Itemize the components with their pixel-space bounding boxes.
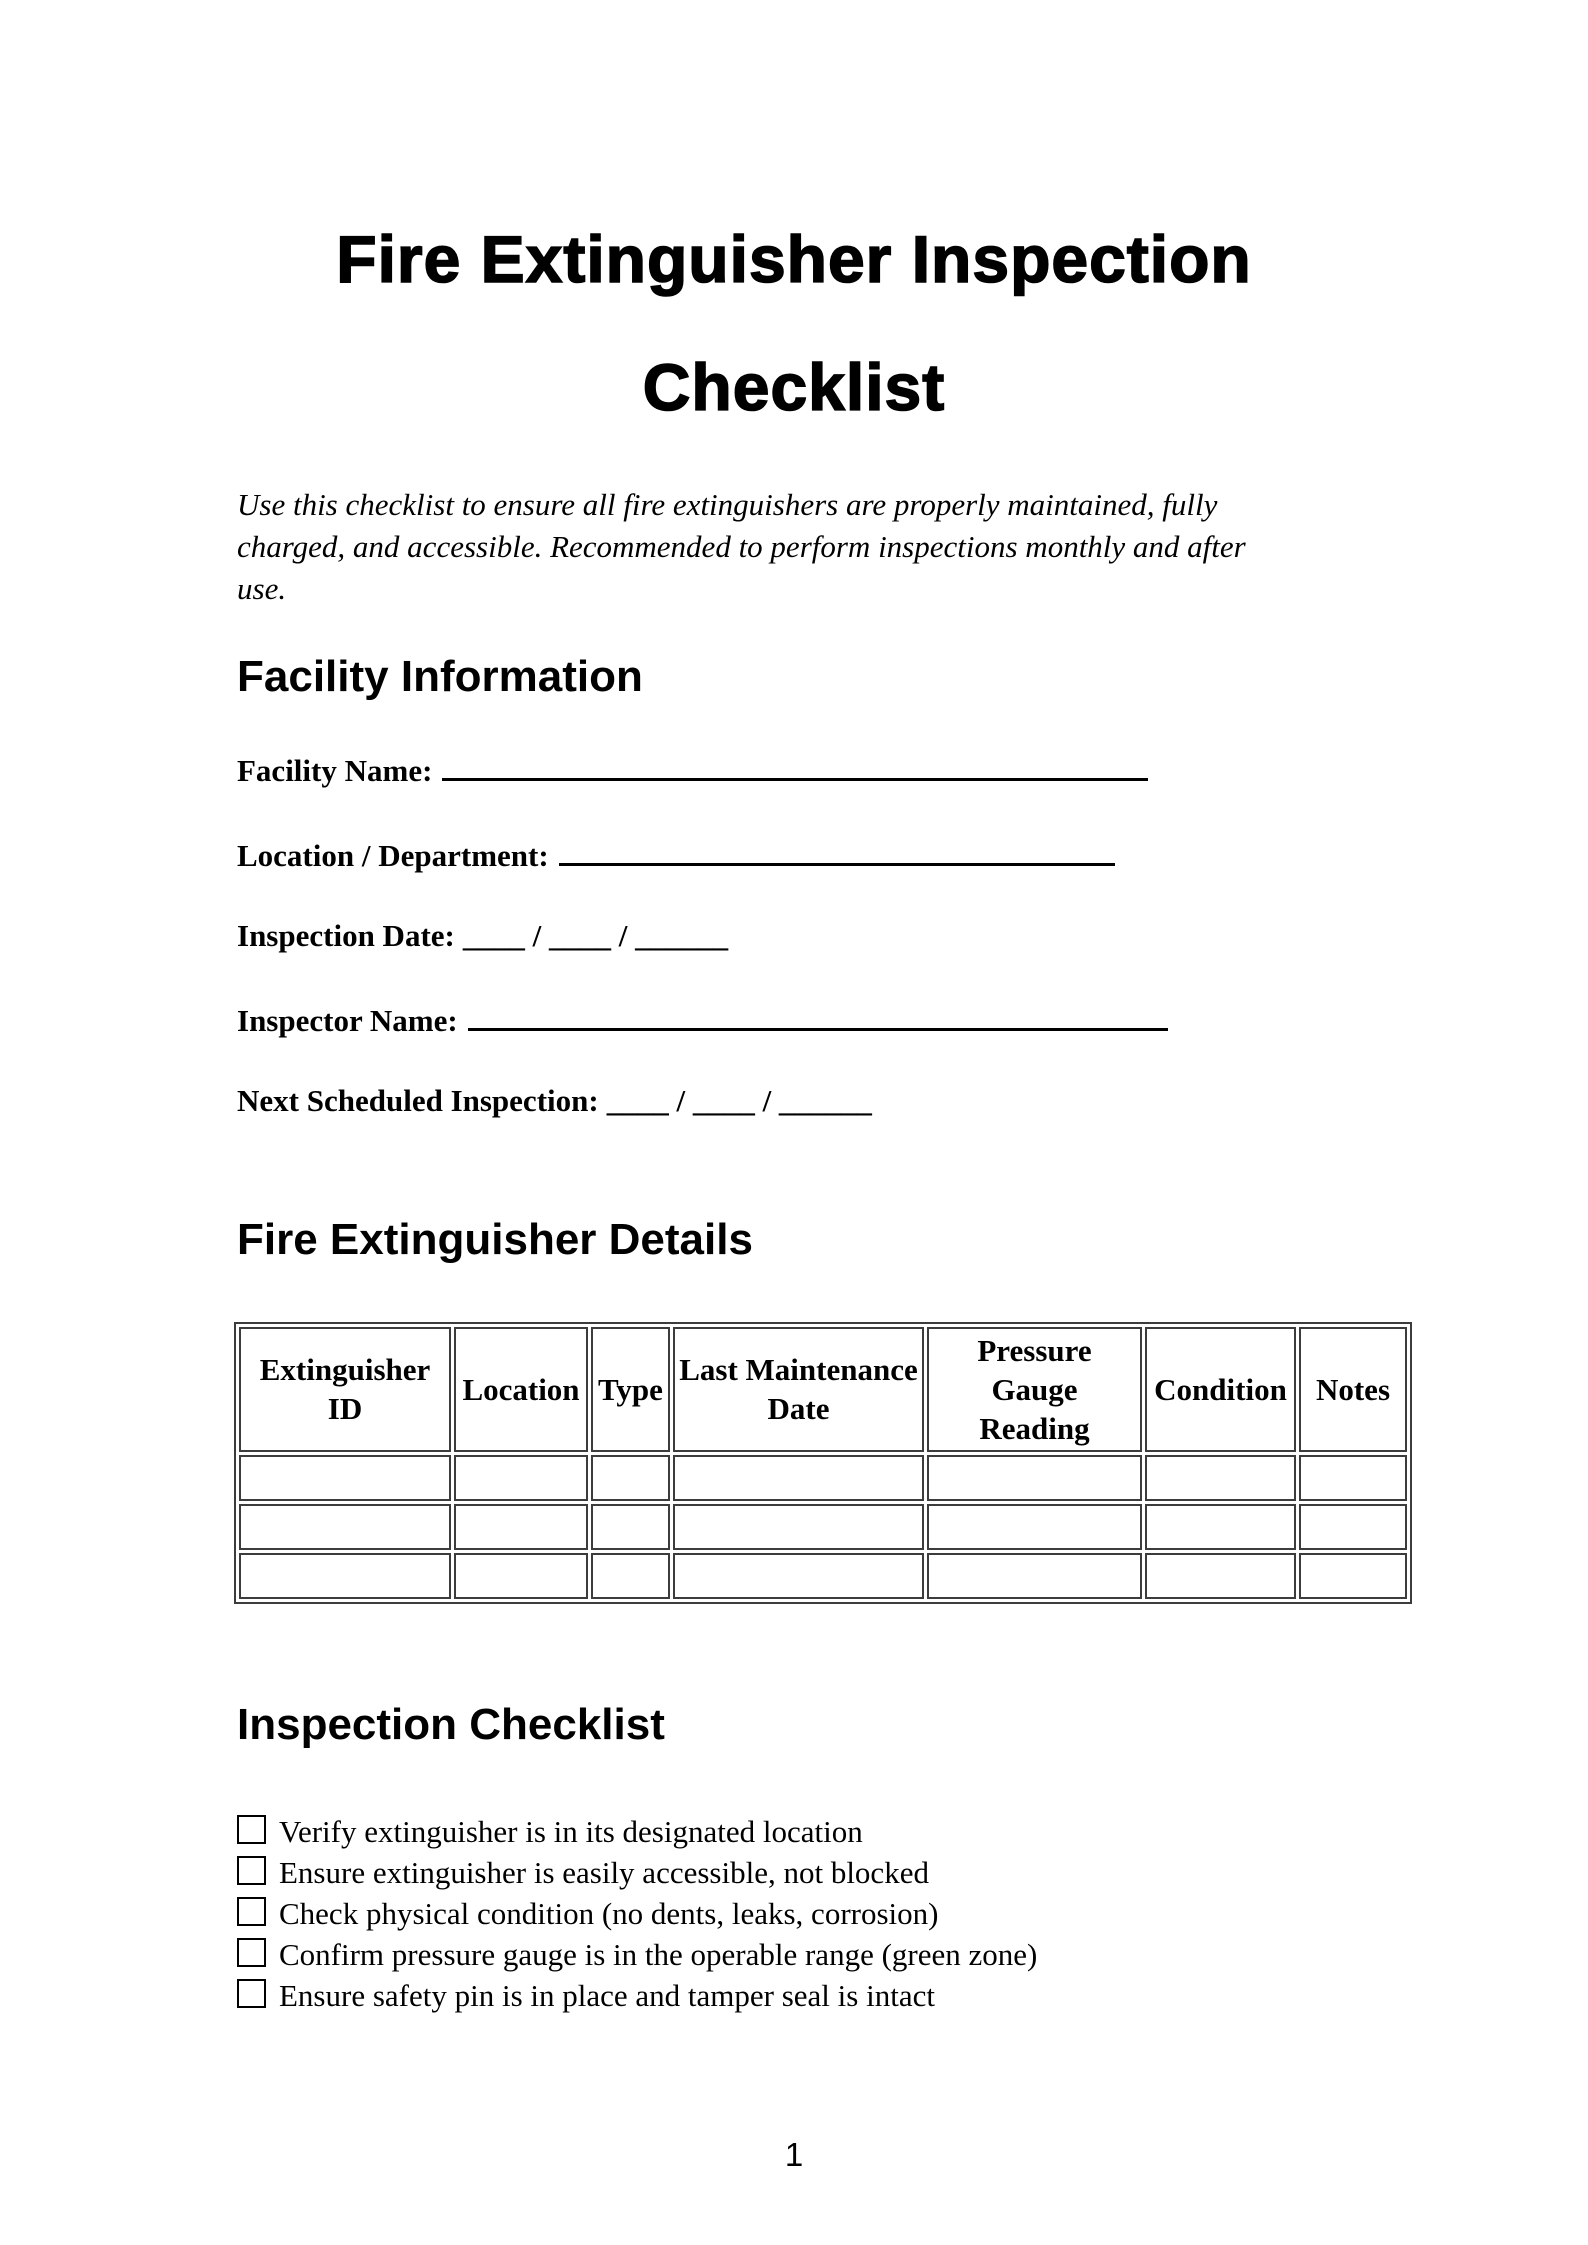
table-cell xyxy=(591,1455,670,1501)
table-cell xyxy=(454,1504,588,1550)
checklist-item xyxy=(237,1811,1588,1852)
checkbox-icon xyxy=(237,1815,266,1844)
document-title-line1: Fire Extinguisher Inspection xyxy=(336,222,1252,296)
checkbox-icon xyxy=(237,1938,266,1967)
table-cell xyxy=(1145,1553,1296,1599)
checkbox-icon xyxy=(237,1856,266,1885)
table-cell xyxy=(673,1455,924,1501)
checklist-item-label: Confirm pressure gauge is in the operable range (green zone) xyxy=(279,1936,1038,1972)
facility-form xyxy=(237,748,1588,1119)
form-field-location-department xyxy=(237,833,1588,874)
field-label: Inspector Name: xyxy=(237,1003,458,1039)
form-field-facility-name xyxy=(237,748,1588,789)
table-cell xyxy=(1145,1504,1296,1550)
checklist-item-label: Check physical condition (no dents, leaks, corrosion) xyxy=(279,1895,939,1931)
table-header-cell: Condition xyxy=(1145,1327,1296,1452)
table-row xyxy=(239,1455,1407,1501)
table-header-cell: Pressure Gauge Reading xyxy=(927,1327,1142,1452)
section-heading-inspection-checklist: Inspection Checklist xyxy=(237,1699,665,1749)
table-cell xyxy=(927,1504,1142,1550)
page-number: 1 xyxy=(784,2136,804,2173)
table-cell xyxy=(927,1455,1142,1501)
checklist-item-label: Verify extinguisher is in its designated location xyxy=(279,1813,863,1849)
table-row xyxy=(239,1553,1407,1599)
table-cell xyxy=(454,1455,588,1501)
document-title-line2: Checklist xyxy=(642,349,946,424)
checklist-item xyxy=(237,1934,1588,1975)
blank-line xyxy=(442,748,1148,781)
field-label: Next Scheduled Inspection: xyxy=(237,1083,599,1119)
table-cell xyxy=(927,1553,1142,1599)
table-cell xyxy=(1299,1455,1407,1501)
table-header-cell: Extinguisher ID xyxy=(239,1327,451,1452)
table-cell xyxy=(239,1553,451,1599)
checklist-item xyxy=(237,1893,1588,1934)
table-header-row xyxy=(239,1327,1407,1452)
table-cell xyxy=(673,1504,924,1550)
checkbox-icon xyxy=(237,1979,266,2008)
form-field-inspector-name xyxy=(237,998,1588,1039)
checklist-item-label: Ensure extinguisher is easily accessible, not blocked xyxy=(279,1854,929,1890)
blank-line xyxy=(468,998,1168,1031)
table-cell xyxy=(1299,1504,1407,1550)
table-cell xyxy=(239,1455,451,1501)
table-row xyxy=(239,1504,1407,1550)
extinguisher-details-table xyxy=(234,1322,1412,1604)
checklist-item xyxy=(237,1852,1588,1893)
table-cell xyxy=(239,1504,451,1550)
checklist-item xyxy=(237,1975,1588,2016)
form-field-next-scheduled-inspection xyxy=(237,1083,1588,1119)
table-header-cell: Last Maintenance Date xyxy=(673,1327,924,1452)
section-heading-facility-information: Facility Information xyxy=(237,651,643,701)
table-header-cell: Location xyxy=(454,1327,588,1452)
table-header-cell: Notes xyxy=(1299,1327,1407,1452)
table-header-cell: Type xyxy=(591,1327,670,1452)
table-cell xyxy=(454,1553,588,1599)
intro-paragraph: Use this checklist to ensure all fire extinguishers are properly maintained, fully charged, and accessible. Recommended to perform inspections monthly and after use. xyxy=(237,486,1246,606)
table-cell xyxy=(591,1553,670,1599)
table-cell xyxy=(1145,1455,1296,1501)
section-heading-fire-extinguisher-details: Fire Extinguisher Details xyxy=(237,1215,753,1265)
field-label: Location / Department: xyxy=(237,838,549,874)
date-blank: ____ / ____ / ______ xyxy=(606,1083,872,1119)
blank-line xyxy=(559,833,1115,866)
table-cell xyxy=(591,1504,670,1550)
table-cell xyxy=(1299,1553,1407,1599)
checklist-item-label: Ensure safety pin is in place and tamper seal is intact xyxy=(279,1977,935,2013)
field-label: Facility Name: xyxy=(237,753,433,789)
inspection-checklist xyxy=(237,1811,1588,2016)
table-cell xyxy=(673,1553,924,1599)
form-field-inspection-date xyxy=(237,918,1588,954)
date-blank: ____ / ____ / ______ xyxy=(462,918,729,954)
field-label: Inspection Date: xyxy=(237,918,455,954)
checkbox-icon xyxy=(237,1897,266,1926)
